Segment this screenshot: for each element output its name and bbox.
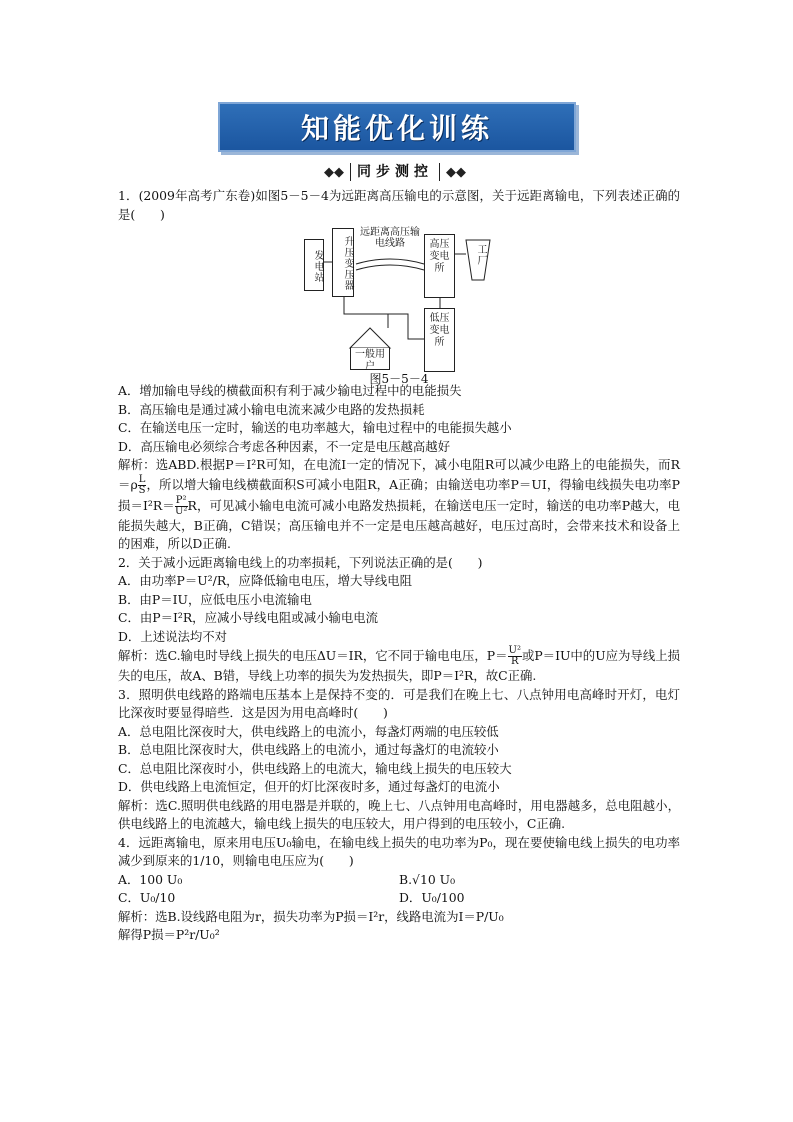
power-plant-label: 发电站 — [312, 249, 323, 283]
step-up-transformer-box — [332, 228, 354, 297]
diamond-deco-left-icon: ◆◆ — [324, 164, 344, 180]
question-4-solution-line-1: 解析：选B.设线路电阻为r，损失功率为P损＝I²r，线路电流为I＝P/U₀ — [118, 908, 504, 924]
question-1-solution — [118, 456, 680, 554]
question-3-option-c: C．总电阻比深夜时小，供电线路上的电流大，输电线上损失的电压较大 — [118, 760, 512, 776]
diamond-deco-right-icon: ◆◆ — [446, 164, 466, 180]
question-1-option-b: B．高压输电是通过减小输电电流来减少电路的发热损耗 — [118, 401, 425, 417]
question-3-option-d: D．供电线路上电流恒定，但开的灯比深夜时多，通过每盏灯的电流小 — [118, 779, 500, 794]
section-banner — [218, 102, 576, 152]
fraction-numerator: P² — [175, 494, 187, 506]
users-box — [350, 348, 390, 370]
question-4-options-row-1 — [118, 871, 680, 890]
question-4-solution-line-2: 解得P损＝P²r/U₀² — [118, 927, 220, 942]
fraction-u2-over-r — [508, 646, 522, 667]
lv-substation-box — [424, 308, 455, 372]
hv-substation-box — [424, 234, 455, 298]
fraction-denominator: R — [510, 656, 519, 667]
fraction-numerator: U² — [508, 645, 521, 656]
users-label: 一般用户 — [355, 349, 385, 372]
question-3-stem: 3．照明供电线路的路端电压基本上是保持不变的．可是我们在晚上七、八点钟用电高峰时开灯，电灯比深夜时要显得暗些．这是因为用电高峰时( ) — [118, 686, 680, 720]
question-2-solution — [118, 646, 680, 686]
power-transmission-figure — [118, 224, 680, 386]
factory-label: 工厂 — [475, 244, 486, 266]
hv-substation-label: 高压变电所 — [429, 239, 450, 274]
section-subtitle — [305, 161, 485, 183]
question-1-option-a: A．增加输电导线的横截面积有利于减少输电过程中的电能损失 — [118, 383, 462, 398]
question-2-solution-part-1: 解析：选C.输电时导线上损失的电压ΔU＝IR，它不同于输电电压，P＝ — [118, 648, 508, 663]
step-up-transformer-label: 升压变压器 — [342, 236, 353, 291]
transmission-line-label: 远距离高压输电线路 — [360, 227, 420, 249]
power-plant-box — [304, 239, 324, 291]
question-4-stem: 4．远距离输电，原来用电压U₀输电，在输电线上损失的电功率为P₀，现在要使输电线上损失的电功率减少到原来的1/10，则输电电压应为( ) — [118, 834, 680, 868]
question-1-solution-part-1: 解析：选ABD.根据P＝I²R可知，在电流I一定的情况下，减小电阻R可以减少电路上的电能损失，而R＝ρ — [118, 457, 680, 492]
question-3-option-b: B．总电阻比深夜时大，供电线路上的电流小，通过每盏灯的电流较小 — [118, 742, 499, 757]
question-2-option-a: A．由功率P＝U²/R，应降低输电电压，增大导线电阻 — [118, 573, 413, 588]
fraction-p2-over-u2 — [175, 496, 188, 517]
question-3-option-a: A．总电阻比深夜时大，供电线路上的电流小，每盏灯两端的电压较低 — [118, 723, 499, 739]
question-1-solution-part-2: ，所以增大输电线横截面积S可减小电阻R，A正确；由输送电功率P＝UI，得输电线损失电功率P损＝I²R＝ — [118, 476, 680, 513]
question-3-solution: 解析：选C.照明供电线路的用电器是并联的，晚上七、八点钟用电高峰时，用电器越多，总电阻越小，供电线路上的电流越大，输电线上损失的电压较大，用户得到的电压较小，C正确. — [118, 797, 680, 831]
question-1-stem: 1．(2009年高考广东卷)如图5－5－4为远距离高压输电的示意图，关于远距离输电，下列表述正确的是( ) — [118, 188, 680, 222]
exercise-content — [118, 187, 680, 945]
question-1-option-c: C．在输送电压一定时，输送的电功率越大，输电过程中的电能损失越小 — [118, 420, 512, 435]
fraction-numerator: L — [138, 473, 146, 485]
fraction-denominator: S — [138, 484, 146, 496]
question-2-option-d: D．上述说法均不对 — [118, 628, 228, 644]
figure-caption: 图5－5－4 — [369, 372, 429, 386]
question-4-option-d: D．U₀/100 — [399, 890, 465, 905]
question-2-solution-part-2: 或P＝IU中的U应为导线上损失的电压，故A、B错，导线上功率的损失为发热损失，即P＝I²R，故C正确. — [118, 648, 680, 683]
question-2-stem: 2．关于减小远距离输电线上的功率损耗，下列说法正确的是( ) — [118, 554, 483, 570]
question-4-options-row-2 — [118, 889, 680, 908]
question-4-option-c: C．U₀/10 — [118, 890, 176, 905]
section-title: 同步测控 — [350, 163, 440, 181]
question-2-option-c: C．由P＝I²R，应减小导线电阻或减小输电电流 — [118, 610, 379, 625]
banner-title: 知能优化训练 — [300, 112, 493, 145]
question-4-option-b: B.√10 U₀ — [399, 871, 456, 887]
question-1-option-d: D．高压输电必须综合考虑各种因素，不一定是电压越高越好 — [118, 438, 451, 454]
question-2-option-b: B．由P＝IU，应低电压小电流输电 — [118, 591, 312, 607]
question-1-solution-part-3: R，可见减小输电电流可减小电路发热损耗，在输送电压一定时，输送的电功率P越大，电能损失越大，B正确，C错误；高压输电并不一定是电压越高越好，电压过高时，会带来技术和设备上的困难，所以D正确. — [118, 497, 680, 551]
fraction-denominator: U² — [174, 505, 188, 517]
lv-substation-label: 低压变电所 — [429, 313, 450, 348]
question-4-option-a: A．100 U₀ — [118, 871, 183, 887]
